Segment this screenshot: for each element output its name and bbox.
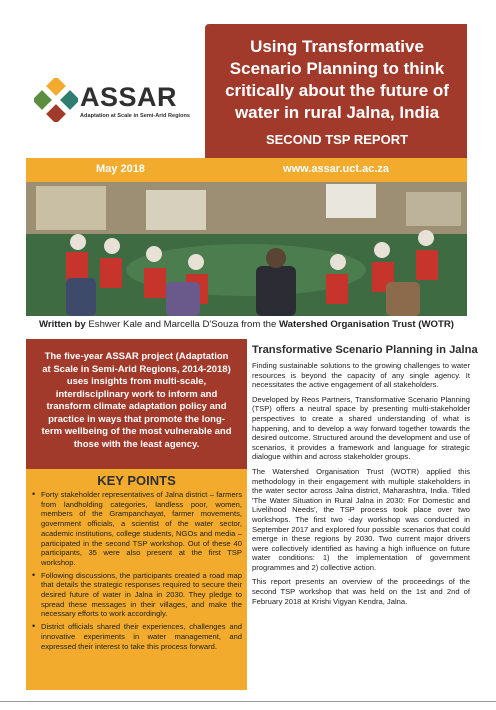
report-subtitle: SECOND TSP REPORT (265, 132, 409, 147)
logo-area (0, 0, 205, 150)
key-point-item: • Following discussions, the participants created a road map that details the strategic responses required to secure their desired future of water in Jalna in 2030. They pledge to spread these messages in their villages, and make the necessary efforts to work accordingly. (32, 571, 242, 620)
logo-subtitle: Adaptation at Scale in Semi-Arid Regions (80, 113, 191, 119)
report-date: May 2018 (96, 163, 145, 175)
title-box (205, 24, 467, 158)
key-point-item: • District officials shared their experiences, challenges and innovative experiments in water management, and expressed their interest to take this process forward. (32, 622, 242, 651)
key-points-title: KEY POINTS (97, 473, 176, 488)
credit-authors: Eshwer Kale and Marcella D'Souza from the (85, 319, 279, 330)
assar-logo-icon (34, 78, 78, 122)
footer-divider (0, 701, 496, 702)
report-title: Using Transformative Scenario Planning to think critically about the future of water in rural Jalna, India (225, 37, 449, 122)
logo-wordmark: ASSAR (80, 82, 178, 112)
credit-org: Watershed Organisation Trust (WOTR) (278, 319, 454, 330)
author-credit (26, 319, 467, 337)
website-link[interactable]: www.assar.uct.ac.za (283, 163, 389, 175)
workshop-photo (26, 182, 467, 316)
key-point-item: • Forty stakeholder representatives of Jalna district – farmers from landholding categories, landless poor, women, members of the Grampanchayat, farmer movements, government officials, a scientist of the water sector, academic institutions, college students, NGOs and media – participated in the second TSP workshop. Out of these 40 participants, 35 were also present at the first TSP workshop. (32, 490, 242, 568)
article-paragraph: The Watershed Organisation Trust (WOTR) applied this methodology in their engagement with multiple stakeholders in the water sector across Jalna district, Maharashtra, India. Titled 'The Water Situation in Rural Jalna in 2030: For Domestic and Livelihood Needs', the TSP process took place over two workshops. The first two -day workshop was conducted in September 2017 and explored four possible scenarios that could emerge in these regions by 2030. Two current major drivers were collectively identified as having a high influence on future water conditions: 1) the implementation of government programmes and 2) collective action. (252, 466, 470, 572)
article-paragraph: Finding sustainable solutions to the growing challenges to water resources is beyond the capacity of any single agency. It necessitates the active engagement of all stakeholders. (252, 361, 470, 390)
article-column (252, 344, 478, 611)
left-column (26, 339, 247, 690)
article-heading: Transformative Scenario Planning in Jalna (252, 344, 478, 356)
project-intro: The five-year ASSAR project (Adaptation at Scale in Semi-Arid Regions, 2014-2018) uses insights from multi-scale, interdisciplinary work to inform and transform climate adaptation policy and practice in ways that promote the long-term wellbeing of the most vulnerable and those with the least agency. (26, 339, 247, 469)
date-bar (26, 158, 467, 182)
credit-prefix: Written by (38, 319, 86, 330)
key-points-list (32, 490, 242, 654)
article-paragraph: Developed by Reos Partners, Transformative Scenario Planning (TSP) offers a neutral space by presenting multi-stakeholder perspectives to create a shared understanding of what is happening, and to develop a way forward together towards the desired outcome. Structured around the development and use of scenarios, it provides a framework and language for strategic dialogue within and across stakeholder groups. (252, 394, 470, 462)
article-paragraph: This report presents an overview of the proceedings of the second TSP workshop that was held on the 1st and 2nd of February 2018 at Krishi Vigyan Kendra, Jalna. (252, 577, 470, 606)
